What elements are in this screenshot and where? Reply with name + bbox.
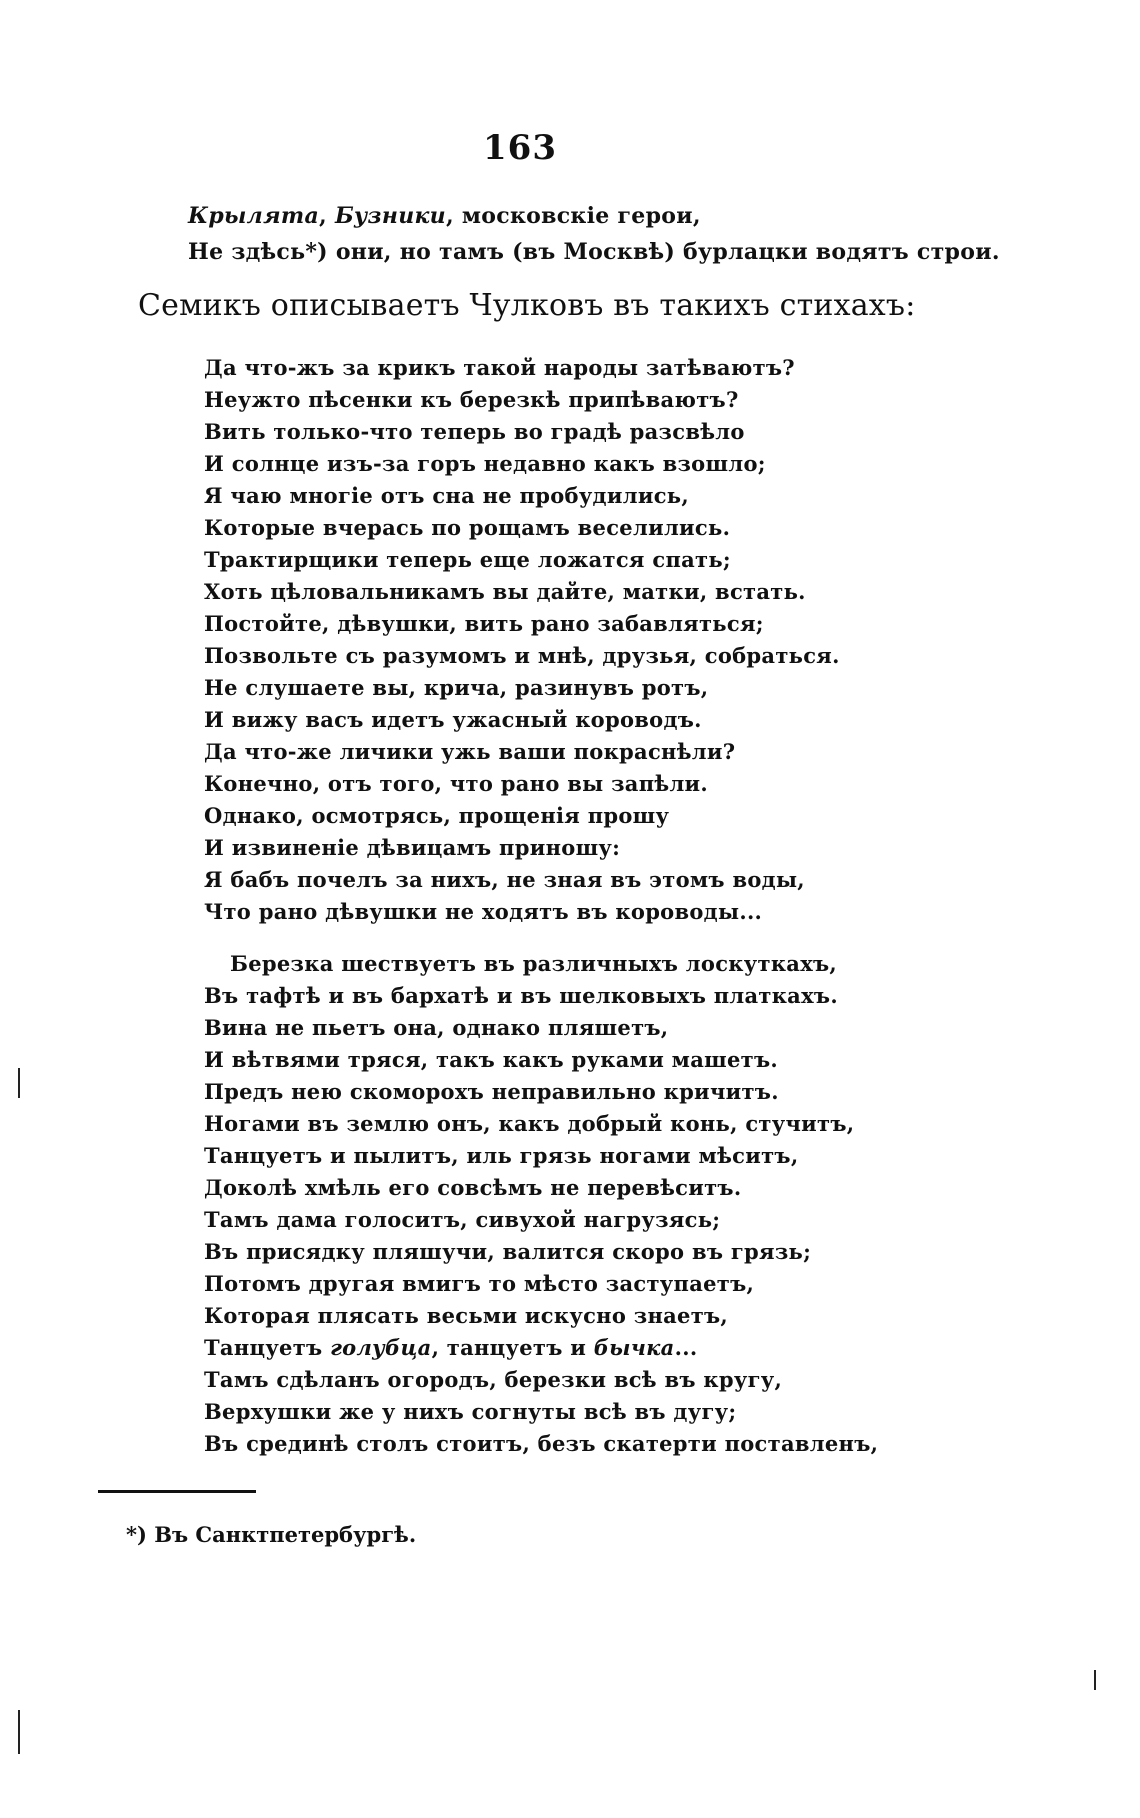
verse-line: Да что-же личики ужь ваши покраснѣли?	[204, 739, 736, 764]
verse-line: Ногами въ землю онъ, какъ добрый конь, стучитъ,	[204, 1111, 855, 1136]
verse-line: Тамъ сдѣланъ огородъ, березки всѣ въ кругу,	[204, 1367, 783, 1392]
verse-line: Конечно, отъ того, что рано вы запѣли.	[204, 771, 709, 796]
verse-line: Не здѣсь*) они, но тамъ (въ Москвѣ) бурлацки водятъ строи.	[188, 239, 1000, 265]
verse-line: Однако, осмотрясь, прощенія прошу	[204, 803, 670, 828]
verse-line: Вина не пьетъ она, однако пляшетъ,	[204, 1015, 669, 1040]
verse-line: Въ срединѣ столъ стоитъ, безъ скатерти поставленъ,	[204, 1431, 879, 1456]
verse-line: Трактирщики теперь еще ложатся спать;	[204, 547, 731, 572]
verse-line: Я чаю многіе отъ сна не пробудились,	[204, 483, 689, 508]
italic-word: Крылята	[188, 203, 320, 229]
line-part: Танцуетъ	[204, 1335, 331, 1360]
verse-line: Неужто пѣсенки къ березкѣ припѣваютъ?	[204, 387, 739, 412]
verse-line: Доколѣ хмѣль его совсѣмъ не перевѣситъ.	[204, 1175, 742, 1200]
page-number: 163	[483, 128, 557, 168]
verse-line: Я бабъ почелъ за нихъ, не зная въ этомъ воды,	[204, 867, 805, 892]
line-part: , танцуетъ и	[431, 1335, 594, 1360]
footnote-divider	[98, 1490, 256, 1493]
margin-mark	[1094, 1670, 1096, 1690]
verse-line: Постойте, дѣвушки, вить рано забавляться;	[204, 611, 764, 636]
separator: ,	[319, 203, 335, 229]
italic-word: бычка	[593, 1335, 675, 1360]
verse-line: Позвольте съ разумомъ и мнѣ, друзья, собраться.	[204, 643, 840, 668]
margin-mark	[18, 1710, 20, 1754]
verse-line: Танцуетъ и пылитъ, иль грязь ногами мѣситъ,	[204, 1143, 799, 1168]
verse-line: Да что-жъ за крикъ такой народы затѣваютъ?	[204, 355, 795, 380]
verse-line: Березка шествуетъ въ различныхъ лоскуткахъ,	[230, 951, 838, 976]
verse-line: Верхушки же у нихъ согнуты всѣ въ дугу;	[204, 1399, 737, 1424]
verse-line: Въ тафтѣ и въ бархатѣ и въ шелковыхъ платкахъ.	[204, 983, 838, 1008]
verse-line: Которые вчерась по рощамъ веселились.	[204, 515, 731, 540]
verse-line: И вижу васъ идетъ ужасный короводъ.	[204, 707, 702, 732]
verse-line: Потомъ другая вмигъ то мѣсто заступаетъ,	[204, 1271, 755, 1296]
verse-line: И извиненіе дѣвицамъ приношу:	[204, 835, 621, 860]
verse-line: Которая плясать весьми искусно знаетъ,	[204, 1303, 729, 1328]
line-rest: , московскіе герои,	[445, 203, 701, 229]
verse-line: Не слушаете вы, крича, разинувъ ротъ,	[204, 675, 709, 700]
verse-line: Въ присядку пляшучи, валится скоро въ грязь;	[204, 1239, 812, 1264]
verse-line: И солнце изъ-за горъ недавно какъ взошло;	[204, 451, 766, 476]
verse-line	[188, 198, 1000, 234]
top-verse-lines	[188, 198, 1000, 270]
italic-word: голубца	[330, 1335, 432, 1360]
margin-mark	[18, 1068, 20, 1098]
verse-line: И вѣтвями тряся, такъ какъ руками машетъ.	[204, 1047, 778, 1072]
verse-line	[204, 1332, 878, 1364]
verse-line: Хоть цѣловальникамъ вы дайте, матки, встать.	[204, 579, 806, 604]
stanza-2	[204, 948, 878, 1460]
line-part: ...	[674, 1335, 698, 1360]
stanza-1	[204, 352, 840, 928]
verse-line: Что рано дѣвушки не ходятъ въ короводы...	[204, 899, 763, 924]
italic-word: Бузники	[334, 203, 446, 229]
verse-line: Вить только-что теперь во градѣ разсвѣло	[204, 419, 745, 444]
intro-heading: Семикъ описываетъ Чулковъ въ такихъ стихахъ:	[138, 288, 916, 323]
verse-line: Предъ нею скоморохъ неправильно кричитъ.	[204, 1079, 779, 1104]
verse-line: Тамъ дама голоситъ, сивухой нагрузясь;	[204, 1207, 721, 1232]
footnote: *) Въ Санктпетербургѣ.	[126, 1522, 417, 1547]
